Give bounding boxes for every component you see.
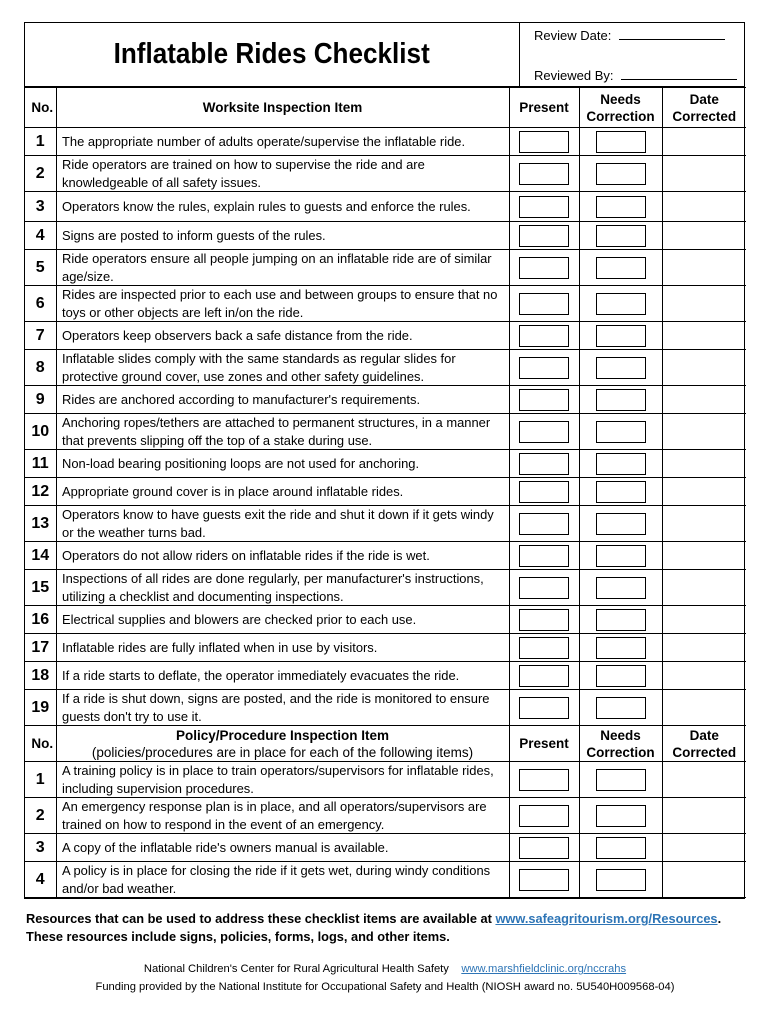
present-cell xyxy=(509,478,579,506)
needs-correction-checkbox[interactable] xyxy=(596,325,646,347)
col-header-item-title: Worksite Inspection Item xyxy=(202,100,363,115)
date-corrected-cell[interactable] xyxy=(662,606,746,634)
row-text-cell xyxy=(56,414,509,450)
resources-line-1 xyxy=(26,910,746,928)
present-checkbox[interactable] xyxy=(519,545,569,567)
needs-correction-cell xyxy=(579,478,662,506)
date-corrected-cell[interactable] xyxy=(662,128,746,156)
footer-funding: Funding provided by the National Institute for Occupational Safety and Health (NIOSH award no. 5U540H009568-04) xyxy=(95,981,675,993)
checklist-form xyxy=(24,22,745,899)
row-text-cell xyxy=(56,690,509,726)
present-cell xyxy=(509,286,579,322)
present-checkbox[interactable] xyxy=(519,697,569,719)
row-text-cell xyxy=(56,386,509,414)
row-number: 8 xyxy=(25,350,56,386)
row-text-cell xyxy=(56,570,509,606)
col-header-no: No. xyxy=(25,726,56,762)
needs-correction-checkbox[interactable] xyxy=(596,665,646,687)
table-row xyxy=(25,350,746,386)
row-number: 2 xyxy=(25,156,56,192)
row-text-cell xyxy=(56,662,509,690)
needs-correction-checkbox[interactable] xyxy=(596,293,646,315)
needs-correction-cell xyxy=(579,350,662,386)
present-checkbox[interactable] xyxy=(519,665,569,687)
table-row xyxy=(25,570,746,606)
needs-correction-checkbox[interactable] xyxy=(596,837,646,859)
table-row xyxy=(25,798,746,834)
present-cell xyxy=(509,834,579,862)
row-text: Operators keep observers back a safe distance from the ride. xyxy=(61,327,413,343)
present-checkbox[interactable] xyxy=(519,196,569,218)
needs-correction-checkbox[interactable] xyxy=(596,697,646,719)
row-text: Ride operators ensure all people jumping on an inflatable ride are of similar age/size. xyxy=(61,251,492,284)
present-cell xyxy=(509,862,579,898)
present-cell xyxy=(509,634,579,662)
row-number: 7 xyxy=(25,322,56,350)
resources-link[interactable]: www.safeagritourism.org/Resources xyxy=(495,911,718,926)
date-corrected-cell[interactable] xyxy=(662,350,746,386)
row-number: 11 xyxy=(25,450,56,478)
row-text: Signs are posted to inform guests of the rules. xyxy=(61,227,326,243)
date-corrected-cell[interactable] xyxy=(662,478,746,506)
needs-correction-cell xyxy=(579,128,662,156)
date-corrected-cell[interactable] xyxy=(662,386,746,414)
needs-correction-cell xyxy=(579,570,662,606)
table-row xyxy=(25,834,746,862)
table-row xyxy=(25,606,746,634)
row-text-cell xyxy=(56,192,509,222)
row-number: 14 xyxy=(25,542,56,570)
table-row xyxy=(25,322,746,350)
row-text: Rides are inspected prior to each use and between groups to ensure that no toys or other objects are left in/on the ride. xyxy=(61,287,497,320)
date-corrected-cell[interactable] xyxy=(662,286,746,322)
row-text: An emergency response plan is in place, and all operators/supervisors are trained on how to respond in the event of an emergency. xyxy=(61,799,487,832)
needs-correction-checkbox[interactable] xyxy=(596,257,646,279)
needs-correction-checkbox[interactable] xyxy=(596,637,646,659)
row-text: The appropriate number of adults operate/supervise the inflatable ride. xyxy=(61,133,465,149)
needs-correction-cell xyxy=(579,222,662,250)
table-row xyxy=(25,414,746,450)
present-checkbox[interactable] xyxy=(519,357,569,379)
needs-correction-cell xyxy=(579,634,662,662)
present-cell xyxy=(509,662,579,690)
table-row xyxy=(25,450,746,478)
present-cell xyxy=(509,450,579,478)
row-text: Anchoring ropes/tethers are attached to permanent structures, in a manner that prevents slipping off the top of a stake during use. xyxy=(61,415,490,448)
review-block xyxy=(520,23,744,86)
row-number: 4 xyxy=(25,862,56,898)
needs-correction-cell xyxy=(579,250,662,286)
row-number: 6 xyxy=(25,286,56,322)
review-date-field[interactable] xyxy=(619,27,725,40)
present-cell xyxy=(509,506,579,542)
date-corrected-cell[interactable] xyxy=(662,834,746,862)
row-text-cell xyxy=(56,834,509,862)
row-text-cell xyxy=(56,606,509,634)
row-number: 19 xyxy=(25,690,56,726)
table-row xyxy=(25,222,746,250)
row-text: Inflatable rides are fully inflated when in use by visitors. xyxy=(61,639,377,655)
row-text-cell xyxy=(56,542,509,570)
needs-correction-checkbox[interactable] xyxy=(596,545,646,567)
footer-org-link[interactable]: www.marshfieldclinic.org/nccrahs xyxy=(461,963,627,975)
date-corrected-cell[interactable] xyxy=(662,570,746,606)
present-checkbox[interactable] xyxy=(519,421,569,443)
date-corrected-cell[interactable] xyxy=(662,798,746,834)
date-corrected-cell[interactable] xyxy=(662,156,746,192)
present-cell xyxy=(509,222,579,250)
row-number: 5 xyxy=(25,250,56,286)
row-text: Rides are anchored according to manufacturer's requirements. xyxy=(61,391,420,407)
date-corrected-cell[interactable] xyxy=(662,192,746,222)
needs-correction-cell xyxy=(579,286,662,322)
row-number: 1 xyxy=(25,762,56,798)
needs-correction-cell xyxy=(579,192,662,222)
table-row xyxy=(25,128,746,156)
needs-correction-checkbox[interactable] xyxy=(596,225,646,247)
row-number: 1 xyxy=(25,128,56,156)
row-text-cell xyxy=(56,862,509,898)
col-header-date-corrected: Date Corrected xyxy=(662,88,746,128)
table-row xyxy=(25,542,746,570)
date-corrected-cell[interactable] xyxy=(662,506,746,542)
row-number: 17 xyxy=(25,634,56,662)
row-text-cell xyxy=(56,762,509,798)
needs-correction-checkbox[interactable] xyxy=(596,805,646,827)
present-cell xyxy=(509,606,579,634)
row-text: A copy of the inflatable ride's owners manual is available. xyxy=(61,839,388,855)
resources-line-2: These resources include signs, policies, forms, logs, and other items. xyxy=(26,929,450,944)
needs-correction-cell xyxy=(579,414,662,450)
present-cell xyxy=(509,570,579,606)
col-header-no: No. xyxy=(25,88,56,128)
present-cell xyxy=(509,798,579,834)
review-date-line xyxy=(534,27,725,43)
resources-text: Resources that can be used to address these checklist items are available at xyxy=(26,911,496,926)
date-corrected-cell[interactable] xyxy=(662,690,746,726)
needs-correction-checkbox[interactable] xyxy=(596,869,646,891)
row-number: 9 xyxy=(25,386,56,414)
present-checkbox[interactable] xyxy=(519,513,569,535)
needs-correction-checkbox[interactable] xyxy=(596,196,646,218)
row-number: 18 xyxy=(25,662,56,690)
row-text-cell xyxy=(56,478,509,506)
col-header-needs-correction: Needs Correction xyxy=(579,88,662,128)
footer xyxy=(0,960,770,996)
present-cell xyxy=(509,322,579,350)
row-text: Non-load bearing positioning loops are not used for anchoring. xyxy=(61,455,419,471)
table-row xyxy=(25,286,746,322)
row-text-cell xyxy=(56,350,509,386)
resources-note xyxy=(26,910,746,946)
table-row xyxy=(25,156,746,192)
present-cell xyxy=(509,414,579,450)
row-text: A policy is in place for closing the ride if it gets wet, during windy conditions and/or bad weather. xyxy=(61,863,490,896)
present-checkbox[interactable] xyxy=(519,453,569,475)
reviewed-by-label: Reviewed By: xyxy=(534,68,614,83)
date-corrected-cell[interactable] xyxy=(662,414,746,450)
needs-correction-cell xyxy=(579,322,662,350)
row-text: If a ride is shut down, signs are posted, and the ride is monitored to ensure guests don't try to use it. xyxy=(61,691,489,724)
row-number: 3 xyxy=(25,834,56,862)
col-header-item-title: Policy/Procedure Inspection Item xyxy=(175,727,390,743)
present-cell xyxy=(509,192,579,222)
row-text: Appropriate ground cover is in place around inflatable rides. xyxy=(61,483,403,499)
row-text: Operators do not allow riders on inflatable rides if the ride is wet. xyxy=(61,547,430,563)
row-text: Inspections of all rides are done regularly, per manufacturer's instructions, utilizing a checklist and documenting inspections. xyxy=(61,571,484,604)
reviewed-by-field[interactable] xyxy=(621,67,737,80)
needs-correction-cell xyxy=(579,690,662,726)
needs-correction-cell xyxy=(579,798,662,834)
needs-correction-checkbox[interactable] xyxy=(596,769,646,791)
needs-correction-checkbox[interactable] xyxy=(596,453,646,475)
resources-period: . xyxy=(717,911,722,926)
table-row xyxy=(25,862,746,898)
present-checkbox[interactable] xyxy=(519,869,569,891)
needs-correction-checkbox[interactable] xyxy=(596,131,646,153)
footer-org-line xyxy=(0,960,770,978)
table-row xyxy=(25,250,746,286)
row-text-cell xyxy=(56,450,509,478)
row-text-cell xyxy=(56,506,509,542)
row-text-cell xyxy=(56,222,509,250)
row-text: Inflatable slides comply with the same standards as regular slides for protective ground cover, use zones and other safety guidelines. xyxy=(61,351,456,384)
form-header xyxy=(25,23,744,87)
needs-correction-checkbox[interactable] xyxy=(596,577,646,599)
row-number: 16 xyxy=(25,606,56,634)
table-row xyxy=(25,386,746,414)
present-cell xyxy=(509,128,579,156)
row-text: Operators know to have guests exit the ride and shut it down if it gets windy or the weather turns bad. xyxy=(61,507,494,540)
present-cell xyxy=(509,762,579,798)
present-checkbox[interactable] xyxy=(519,577,569,599)
row-text-cell xyxy=(56,156,509,192)
reviewed-by-line xyxy=(534,67,737,83)
row-number: 15 xyxy=(25,570,56,606)
needs-correction-cell xyxy=(579,386,662,414)
row-text-cell xyxy=(56,128,509,156)
needs-correction-cell xyxy=(579,662,662,690)
present-cell xyxy=(509,250,579,286)
present-checkbox[interactable] xyxy=(519,837,569,859)
footer-org: National Children's Center for Rural Agricultural Health Safety xyxy=(143,963,449,975)
row-number: 4 xyxy=(25,222,56,250)
needs-correction-cell xyxy=(579,606,662,634)
present-cell xyxy=(509,386,579,414)
present-checkbox[interactable] xyxy=(519,225,569,247)
present-checkbox[interactable] xyxy=(519,609,569,631)
table-row xyxy=(25,690,746,726)
row-number: 12 xyxy=(25,478,56,506)
row-number: 10 xyxy=(25,414,56,450)
col-header-present: Present xyxy=(509,726,579,762)
table-row xyxy=(25,662,746,690)
needs-correction-cell xyxy=(579,542,662,570)
col-header-date-corrected: Date Corrected xyxy=(662,726,746,762)
table-row xyxy=(25,478,746,506)
needs-correction-checkbox[interactable] xyxy=(596,163,646,185)
present-cell xyxy=(509,350,579,386)
col-header-needs-correction: Needs Correction xyxy=(579,726,662,762)
row-text: Electrical supplies and blowers are checked prior to each use. xyxy=(61,611,416,627)
present-cell xyxy=(509,690,579,726)
present-cell xyxy=(509,542,579,570)
section-header-row xyxy=(25,88,746,128)
col-header-item xyxy=(56,726,509,762)
present-checkbox[interactable] xyxy=(519,805,569,827)
inspection-table xyxy=(25,87,746,898)
present-checkbox[interactable] xyxy=(519,637,569,659)
date-corrected-cell[interactable] xyxy=(662,222,746,250)
needs-correction-cell xyxy=(579,156,662,192)
needs-correction-cell xyxy=(579,762,662,798)
row-text: Operators know the rules, explain rules to guests and enforce the rules. xyxy=(61,198,471,214)
present-checkbox[interactable] xyxy=(519,293,569,315)
needs-correction-cell xyxy=(579,506,662,542)
needs-correction-cell xyxy=(579,834,662,862)
review-date-label: Review Date: xyxy=(534,28,612,43)
date-corrected-cell[interactable] xyxy=(662,542,746,570)
needs-correction-checkbox[interactable] xyxy=(596,357,646,379)
col-header-present: Present xyxy=(509,88,579,128)
table-row xyxy=(25,506,746,542)
present-checkbox[interactable] xyxy=(519,481,569,503)
present-checkbox[interactable] xyxy=(519,163,569,185)
row-text-cell xyxy=(56,798,509,834)
table-row xyxy=(25,192,746,222)
page-title: Inflatable Rides Checklist xyxy=(113,38,431,70)
date-corrected-cell[interactable] xyxy=(662,634,746,662)
present-checkbox[interactable] xyxy=(519,389,569,411)
present-checkbox[interactable] xyxy=(519,131,569,153)
date-corrected-cell[interactable] xyxy=(662,662,746,690)
row-text: Ride operators are trained on how to supervise the ride and are knowledgeable of all safety issues. xyxy=(61,157,425,190)
date-corrected-cell[interactable] xyxy=(662,450,746,478)
table-row xyxy=(25,762,746,798)
date-corrected-cell[interactable] xyxy=(662,762,746,798)
row-number: 2 xyxy=(25,798,56,834)
present-checkbox[interactable] xyxy=(519,325,569,347)
col-header-item-note: (policies/procedures are in place for each of the following items) xyxy=(91,744,474,760)
needs-correction-cell xyxy=(579,862,662,898)
row-number: 13 xyxy=(25,506,56,542)
table-row xyxy=(25,634,746,662)
needs-correction-checkbox[interactable] xyxy=(596,513,646,535)
date-corrected-cell[interactable] xyxy=(662,322,746,350)
needs-correction-checkbox[interactable] xyxy=(596,421,646,443)
needs-correction-checkbox[interactable] xyxy=(596,389,646,411)
present-cell xyxy=(509,156,579,192)
section-header-row xyxy=(25,726,746,762)
needs-correction-checkbox[interactable] xyxy=(596,481,646,503)
row-text-cell xyxy=(56,634,509,662)
needs-correction-cell xyxy=(579,450,662,478)
row-text: A training policy is in place to train operators/supervisors for inflatable rides, including supervision procedures. xyxy=(61,763,494,796)
row-text-cell xyxy=(56,250,509,286)
present-checkbox[interactable] xyxy=(519,257,569,279)
col-header-item xyxy=(56,88,509,128)
present-checkbox[interactable] xyxy=(519,769,569,791)
row-text: If a ride starts to deflate, the operator immediately evacuates the ride. xyxy=(61,667,459,683)
title-cell xyxy=(25,23,520,86)
needs-correction-checkbox[interactable] xyxy=(596,609,646,631)
row-text-cell xyxy=(56,322,509,350)
row-number: 3 xyxy=(25,192,56,222)
row-text-cell xyxy=(56,286,509,322)
date-corrected-cell[interactable] xyxy=(662,250,746,286)
date-corrected-cell[interactable] xyxy=(662,862,746,898)
